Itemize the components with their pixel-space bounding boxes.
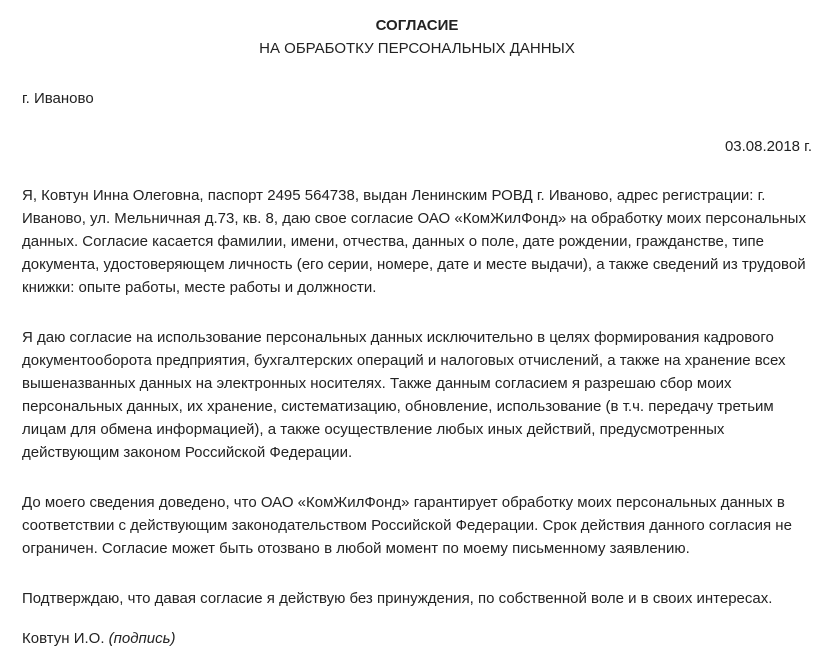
date-line: 03.08.2018 г. [724,138,812,155]
signature-note: (подпись) [108,630,176,647]
paragraph-guarantee: До моего сведения доведено, что ОАО «КомЖилФонд» гарантирует обработку моих персональных данных в соответствии с действующим законодательством Российской Федерации. Срок действия данного согласия не ограничен. Согласие может быть отозвано в любой момент по моему письменному заявлению. [22,494,792,557]
paragraph-confirmation: Подтверждаю, что давая согласие я действую без принуждения, по собственной воле и в своих интересах. [22,590,773,607]
signature-line [22,627,812,650]
paragraph-personal-info: Я, Ковтун Инна Олеговна, паспорт 2495 564738, выдан Ленинским РОВД г. Иваново, адрес регистрации: г. Иваново, ул. Мельничная д.73, кв. 8, даю свое согласие ОАО «КомЖилФонд» на обработку моих персональных данных. Согласие касается фамилии, имени, отчества, данных о поле, дате рождении, гражданстве, типе документа, удостоверяющем личность (его серии, номере, дате и месте выдачи), а также сведений из трудовой книжки: опыте работы, месте работы и должности. [22,187,806,296]
city-line: г. Иваново [22,90,94,107]
document-subtitle: НА ОБРАБОТКУ ПЕРСОНАЛЬНЫХ ДАННЫХ [259,40,575,57]
signature-name: Ковтун И.О. [22,630,105,647]
document-title: СОГЛАСИЕ [375,17,459,34]
paragraph-purpose: Я даю согласие на использование персональных данных исключительно в целях формирования кадрового документооборота предприятия, бухгалтерских операций и налоговых отчислений, а также на хранение всех вышеназванных данных на электронных носителях. Также данным согласием я разрешаю сбор моих персональных данных, их хранение, систематизацию, обновление, использование (в т.ч. передачу третьим лицам для обмена информацией), а также осуществление любых иных действий, предусмотренных действующим законом Российской Федерации. [22,329,786,461]
consent-document [22,16,812,650]
